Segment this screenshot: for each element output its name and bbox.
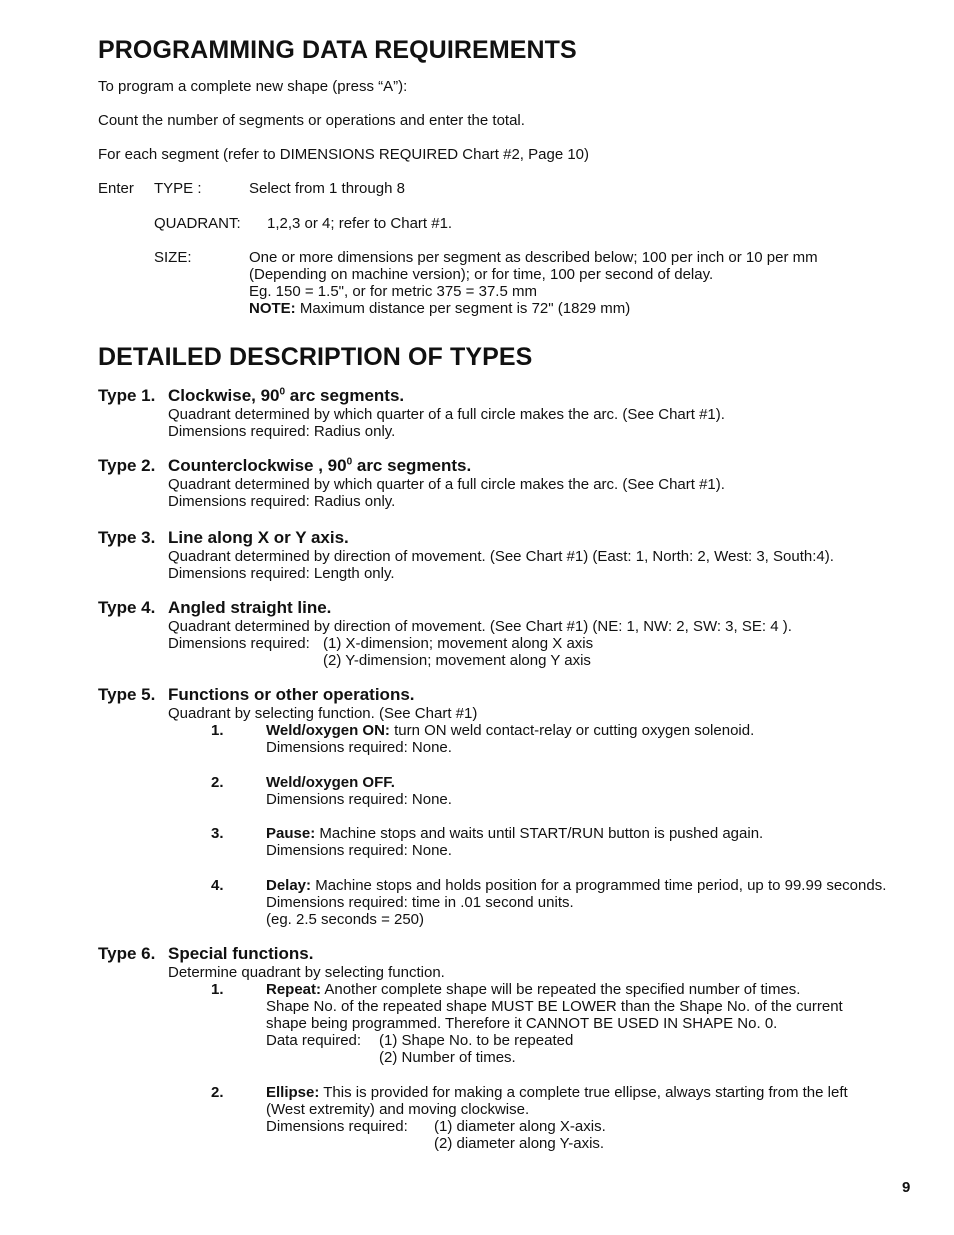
dims-required-2: (2) diameter along Y-axis. [434, 1135, 605, 1152]
type-3-title: Line along X or Y axis. [168, 528, 349, 547]
type-6-item-1-line-2: Shape No. of the repeated shape MUST BE LOWER than the Shape No. of the current [266, 998, 843, 1015]
type-6-item-2-line-2: (West extremity) and moving clockwise. [266, 1101, 530, 1118]
size-note [249, 300, 818, 317]
item-bold-label: Pause: [266, 825, 316, 842]
type-5-item-3-dims: Dimensions required: None. [266, 842, 452, 859]
type-2-title-end: arc segments. [352, 456, 472, 475]
item-bold-label: Delay: [266, 877, 312, 894]
type-5-item-4 [266, 877, 886, 928]
section-title-programming: PROGRAMMING DATA REQUIREMENTS [98, 36, 577, 64]
item-bold-label: Weld/oxygen OFF. [266, 774, 395, 791]
note-label: NOTE: [249, 300, 296, 317]
type-6-item-1-number: 1. [211, 981, 224, 998]
type-2-block [98, 456, 725, 510]
type-5-item-2-dims: Dimensions required: None. [266, 791, 452, 808]
type-5-item-2-number: 2. [211, 774, 224, 791]
type-2-number: Type 2. [98, 456, 156, 475]
type-6-heading [98, 944, 445, 964]
type-3-block [98, 528, 834, 582]
size-description [249, 249, 818, 317]
type-4-number: Type 4. [98, 598, 156, 617]
type-4-heading [98, 598, 792, 618]
type-4-block [98, 598, 792, 669]
type-5-item-4-number: 4. [211, 877, 224, 894]
enter-label: Enter [98, 180, 134, 197]
type-1-title: Clockwise, 90 [168, 386, 280, 405]
item-bold-label: Weld/oxygen ON: [266, 722, 390, 739]
data-required-2: (2) Number of times. [379, 1049, 516, 1066]
section-title-types: DETAILED DESCRIPTION OF TYPES [98, 343, 533, 371]
item-bold-label: Repeat: [266, 981, 322, 998]
item-text: Machine stops and holds position for a programmed time period, up to 99.99 seconds. [311, 877, 887, 894]
degree-superscript: 0 [279, 386, 286, 398]
type-6-item-1 [266, 981, 843, 1066]
type-6-item-2 [266, 1084, 848, 1152]
page-number: 9 [902, 1179, 911, 1196]
type-5-item-1-number: 1. [211, 722, 224, 739]
type-5-item-4-example: (eg. 2.5 seconds = 250) [266, 911, 425, 928]
type-label: TYPE : [154, 180, 202, 197]
type-5-item-1-line [266, 722, 754, 739]
type-value: Select from 1 through 8 [249, 180, 405, 197]
quadrant-value: 1,2,3 or 4; refer to Chart #1. [267, 215, 453, 232]
type-5-item-1-dims: Dimensions required: None. [266, 739, 452, 756]
type-5-block [98, 685, 477, 722]
size-line-1: One or more dimensions per segment as described below; 100 per inch or 10 per mm [249, 249, 818, 266]
type-6-item-1-line-1 [266, 981, 843, 998]
type-5-item-4-line [266, 877, 886, 894]
type-5-item-2-line [266, 774, 452, 791]
type-4-line-2 [168, 635, 792, 652]
type-4-title: Angled straight line. [168, 598, 332, 617]
type-4-dims-x: (1) X-dimension; movement along X axis [323, 635, 594, 652]
type-6-block [98, 944, 445, 981]
type-3-line-1: Quadrant determined by direction of movement. (See Chart #1) (East: 1, North: 2, West: 3, South:4). [168, 548, 834, 565]
type-5-title: Functions or other operations. [168, 685, 415, 704]
size-line-3: Eg. 150 = 1.5", or for metric 375 = 37.5 mm [249, 283, 537, 300]
type-1-number: Type 1. [98, 386, 156, 405]
type-3-line-2: Dimensions required: Length only. [168, 565, 395, 582]
type-5-item-2 [266, 774, 452, 808]
note-text: Maximum distance per segment is 72" (1829 mm) [295, 300, 631, 317]
type-4-line-1: Quadrant determined by direction of movement. (See Chart #1) (NE: 1, NW: 2, SW: 3, SE: 4 ). [168, 618, 792, 635]
type-6-body [168, 964, 445, 981]
item-bold-label: Ellipse: [266, 1084, 320, 1101]
intro-text: To program a complete new shape (press “A”): [98, 78, 408, 95]
type-1-title-end: arc segments. [285, 386, 405, 405]
type-5-item-3-number: 3. [211, 825, 224, 842]
type-5-heading [98, 685, 477, 705]
type-1-line-1: Quadrant determined by which quarter of a full circle makes the arc. (See Chart #1). [168, 406, 725, 423]
type-4-dims-y: (2) Y-dimension; movement along Y axis [323, 652, 591, 669]
item-text: Another complete shape will be repeated the specified number of times. [321, 981, 801, 998]
dims-required-1: (1) diameter along X-axis. [434, 1118, 606, 1135]
type-1-body [168, 406, 725, 440]
type-5-line-1: Quadrant by selecting function. (See Chart #1) [168, 705, 478, 722]
type-5-number: Type 5. [98, 685, 156, 704]
type-1-line-2: Dimensions required: Radius only. [168, 423, 396, 440]
type-6-item-2-line-1 [266, 1084, 848, 1101]
type-5-item-3 [266, 825, 763, 859]
size-line-2: (Depending on machine version); or for time, 100 per second of delay. [249, 266, 714, 283]
type-6-item-2-line-3 [266, 1118, 848, 1135]
type-6-title: Special functions. [168, 944, 314, 963]
type-2-body [168, 476, 725, 510]
type-1-heading [98, 386, 725, 406]
type-4-dims-label: Dimensions required: [168, 635, 310, 652]
type-6-line-1: Determine quadrant by selecting function. [168, 964, 445, 981]
type-6-number: Type 6. [98, 944, 156, 963]
type-2-line-2: Dimensions required: Radius only. [168, 493, 396, 510]
type-1-block [98, 386, 725, 440]
type-6-item-1-line-4 [266, 1032, 843, 1049]
dims-required-label: Dimensions required: [266, 1118, 408, 1135]
size-label: SIZE: [154, 249, 192, 266]
type-5-item-4-dims: Dimensions required: time in .01 second units. [266, 894, 574, 911]
degree-superscript: 0 [346, 456, 353, 468]
type-2-line-1: Quadrant determined by which quarter of a full circle makes the arc. (See Chart #1). [168, 476, 725, 493]
type-2-heading [98, 456, 725, 476]
type-3-heading [98, 528, 834, 548]
type-4-body [168, 618, 792, 669]
data-required-label: Data required: [266, 1032, 362, 1049]
type-3-number: Type 3. [98, 528, 156, 547]
type-2-title: Counterclockwise , 90 [168, 456, 347, 475]
type-6-item-1-line-5 [266, 1049, 843, 1066]
type-3-body [168, 548, 834, 582]
type-6-item-2-line-4 [266, 1135, 848, 1152]
item-text: Machine stops and waits until START/RUN button is pushed again. [315, 825, 764, 842]
type-5-body [168, 705, 477, 722]
type-4-line-3 [168, 652, 792, 669]
item-text: turn ON weld contact-relay or cutting oxygen solenoid. [389, 722, 755, 739]
type-6-item-1-line-3: shape being programmed. Therefore it CANNOT BE USED IN SHAPE No. 0. [266, 1015, 778, 1032]
type-6-item-2-number: 2. [211, 1084, 224, 1101]
type-5-item-1 [266, 722, 754, 756]
item-text: This is provided for making a complete true ellipse, always starting from the left [319, 1084, 848, 1101]
foreach-text: For each segment (refer to DIMENSIONS REQUIRED Chart #2, Page 10) [98, 146, 590, 163]
data-required-1: (1) Shape No. to be repeated [379, 1032, 574, 1049]
type-5-item-3-line [266, 825, 763, 842]
quadrant-label: QUADRANT: [154, 215, 241, 232]
count-text: Count the number of segments or operations and enter the total. [98, 112, 525, 129]
